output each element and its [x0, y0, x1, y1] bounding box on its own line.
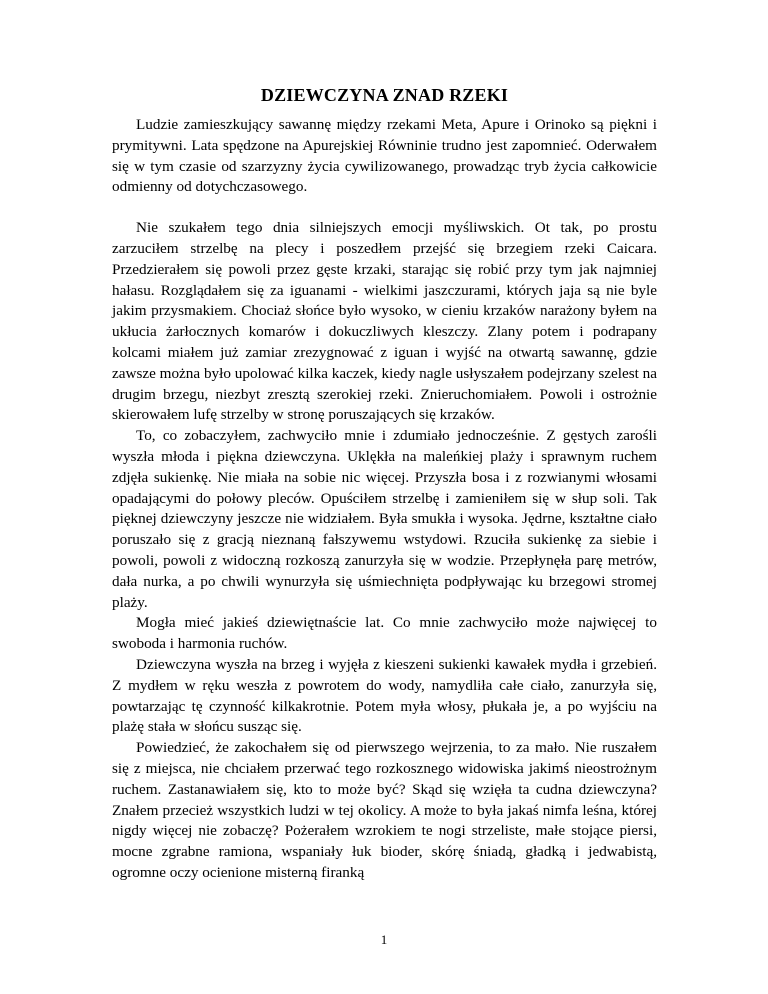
paragraph-hunt: Nie szukałem tego dnia silniejszych emocji myśliwskich. Ot tak, po prostu zarzuciłem strzelbę na plecy i poszedłem przejść się brzegiem rzeki Caicara. Przedzierałem się powoli przez gęste krzaki, starając się robić przy tym jak najmniej hałasu. Rozglądałem się za iguanami - wielkimi jaszczurami, których jaja są nie byle jakim przysmakiem. Chociaż słońce było wysoko, w cieniu krzaków narażony byłem na ukłucia żarłocznych komarów i dokuczliwych kleszczy. Zlany potem i podrapany kolcami miałem już zamiar zrezygnować z iguan i wyjść na otwartą sawannę, gdzie zawsze można było upolować kilka kaczek, kiedy nagle usłyszałem podejrzany szelest na drugim brzegu, niezbyt zresztą szerokiej rzeki. Znieruchomiałem. Powoli i ostrożnie skierowałem lufę strzelby w stronę poruszających się krzaków. — [112, 219, 657, 424]
document-title: DZIEWCZYNA ZNAD RZEKI — [260, 85, 509, 105]
paragraph-love: Powiedzieć, że zakochałem się od pierwszego wejrzenia, to za mało. Nie ruszałem się z miejsca, nie chciałem przerwać tego rozkosznego widowiska jakimś nieostrożnym ruchem. Zastanawiałem się, kto to może być? Skąd się wzięła ta cudna dziewczyna? Znałem przecież wszystkich ludzi w tej okolicy. A może to była jakaś nimfa leśna, której nigdy więcej nie zobaczę? Pożerałem wzrokiem te nogi strzeliste, małe stojące piersi, mocne zgrabne ramiona, wspaniały łuk bioder, skórę śniadą, gładką i jedwabistą, ogromne oczy ocienione misterną firanką — [112, 739, 657, 881]
paragraph-intro: Ludzie zamieszkujący sawannę między rzekami Meta, Apure i Orinoko są piękni i prymitywni. Lata spędzone na Apurejskiej Równinie trudno jest zapomnieć. Oderwałem się w tym czasie od szarzyzny życia cywilizowanego, prowadząc tryb życia całkowicie odmienny od dotychczasowego. — [112, 116, 657, 196]
paragraph-age: Mogła mieć jakieś dziewiętnaście lat. Co mnie zachwyciło może najwięcej to swoboda i harmonia ruchów. — [112, 614, 657, 653]
paragraph-bathing: Dziewczyna wyszła na brzeg i wyjęła z kieszeni sukienki kawałek mydła i grzebień. Z mydłem w ręku weszła z powrotem do wody, namydliła całe ciało, zanurzyła się, powtarzając tę czynność kilkakrotnie. Potem myła włosy, płukała je, a po wyjściu na plażę stała w słońcu susząc się. — [112, 655, 657, 736]
paragraph-girl-appears: To, co zobaczyłem, zachwyciło mnie i zdumiało jednocześnie. Z gęstych zarośli wyszła młoda i piękna dziewczyna. Uklękła na maleńkiej plaży i sprawnym ruchem zdjęła sukienkę. Nie miała na sobie nic więcej. Przyszła bosa i z rozwianymi włosami opadającymi do połowy pleców. Opuściłem strzelbę i zamieniłem się w słup soli. Tak pięknej dziewczyny jeszcze nie widziałem. Była smukła i wysoka. Jędrne, kształtne ciało poruszało się z gracją nieznaną fałszywemu wstydowi. Rzuciła sukienkę za siebie i powoli, powoli z widoczną rozkoszą zanurzyła się w wodzie. Przepłynęła parę metrów, dała nurka, a po chwili wynurzyła się uśmiechnięta podpływając ku brzegowi stromej plaży. — [112, 427, 657, 611]
document-page — [112, 84, 657, 884]
page-number: 1 — [380, 932, 388, 947]
